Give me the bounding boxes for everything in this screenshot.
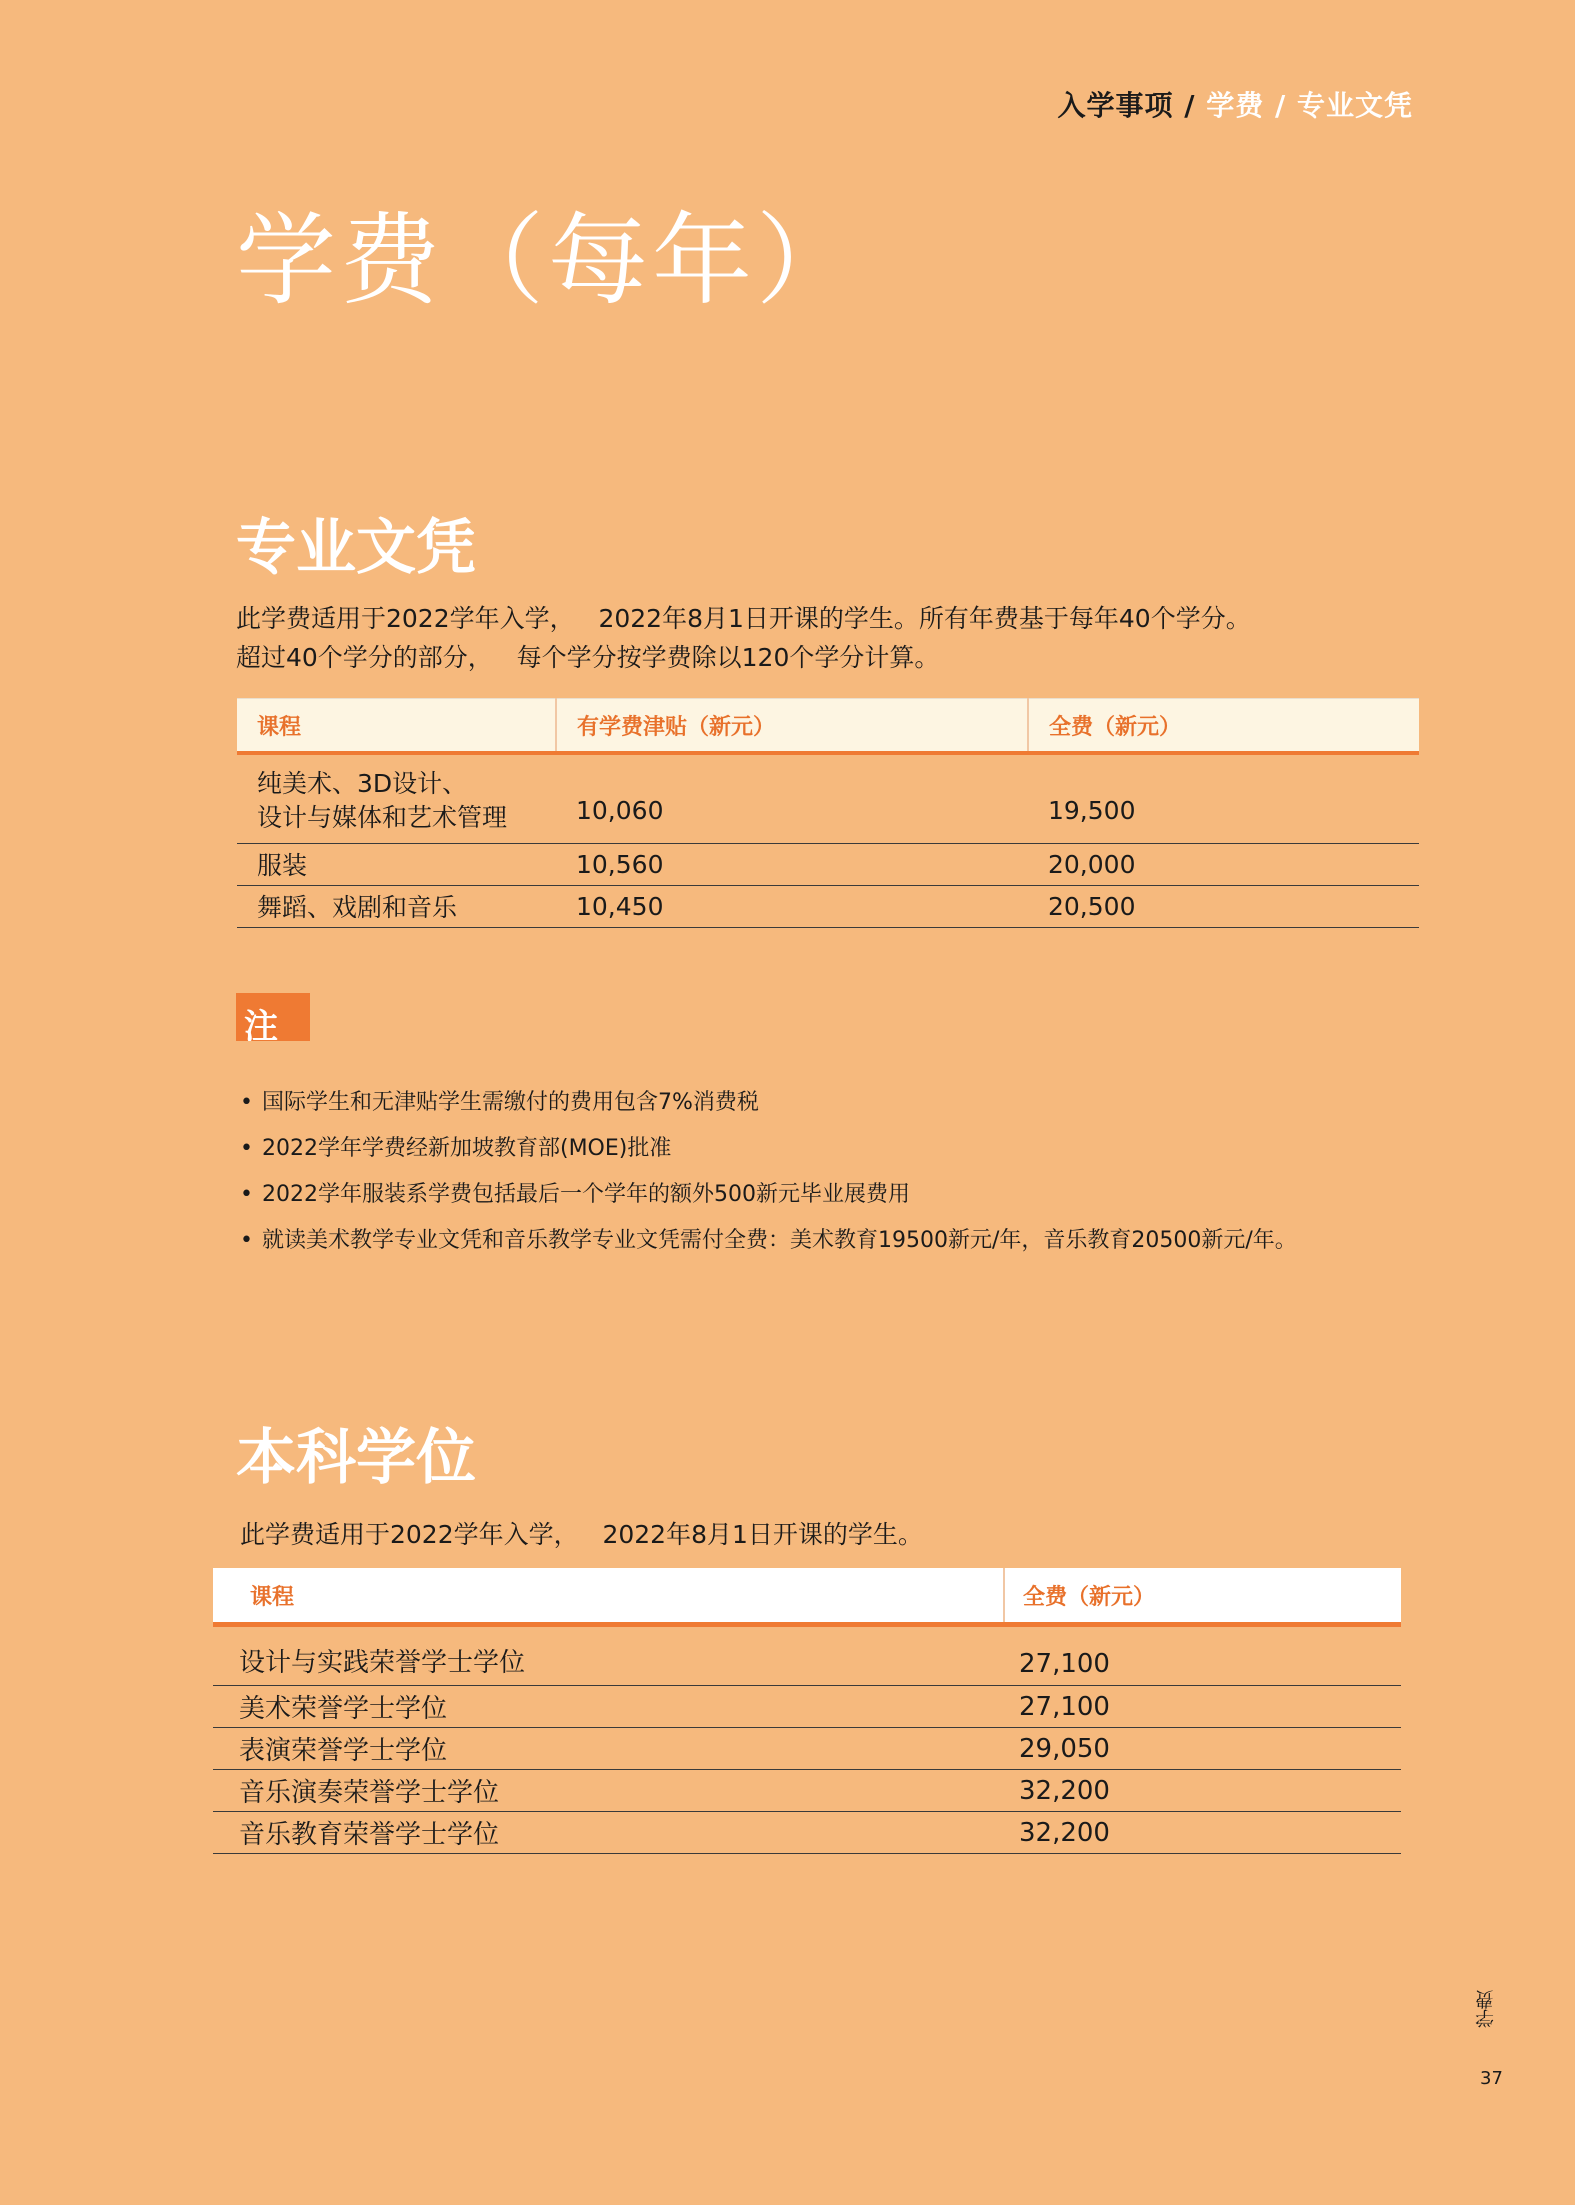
- column-header-course: 课程: [237, 699, 556, 754]
- note-item: [240, 1218, 1297, 1264]
- note-text: 2022学年学费经新加坡教育部(MOE)批准: [262, 1136, 672, 1161]
- table-row: [213, 1770, 1401, 1812]
- full-fee-cell: 20,500: [1028, 885, 1419, 927]
- table-row: [213, 1625, 1401, 1686]
- diploma-section-title: 专业文凭: [236, 513, 476, 583]
- note-text: 2022学年服装系学费包括最后一个学年的额外500新元毕业展费用: [262, 1182, 910, 1207]
- subsidised-fee-cell: 10,060: [556, 753, 1028, 843]
- side-section-label: 学费: [1475, 1990, 1497, 2028]
- course-cell: 设计与实践荣誉学士学位: [213, 1625, 1004, 1686]
- breadcrumb: [1058, 84, 1413, 124]
- breadcrumb-current: 学费 / 专业文凭: [1206, 89, 1413, 122]
- page-title: 学费（每年）: [236, 202, 860, 319]
- table-row: [213, 1728, 1401, 1770]
- degree-intro: 此学费适用于2022学年入学， 2022年8月1日开课的学生。: [240, 1520, 923, 1549]
- full-fee-cell: 32,200: [1004, 1770, 1401, 1812]
- diploma-fee-table: [237, 698, 1419, 928]
- course-name-line-2: 设计与媒体和艺术管理: [257, 802, 508, 832]
- degree-section-title: 本科学位: [236, 1423, 476, 1493]
- note-text: 就读美术教学专业文凭和音乐教学专业文凭需付全费：美术教育19500新元/年，音乐教育20500新元/年。: [262, 1228, 1297, 1253]
- column-header-full-fee: 全费（新元）: [1004, 1568, 1401, 1625]
- breadcrumb-section: 入学事项 /: [1057, 89, 1207, 122]
- course-cell: 表演荣誉学士学位: [213, 1728, 1004, 1770]
- full-fee-cell: 27,100: [1004, 1686, 1401, 1728]
- bullet-icon: •: [240, 1228, 253, 1253]
- page-number: 37: [1480, 2068, 1503, 2089]
- course-cell: 美术荣誉学士学位: [213, 1686, 1004, 1728]
- notes-list: [240, 1080, 1297, 1264]
- column-header-full-fee: 全费（新元）: [1028, 699, 1419, 754]
- diploma-intro-line-1: 此学费适用于2022学年入学， 2022年8月1日开课的学生。所有年费基于每年40个学分。: [236, 604, 1251, 633]
- note-item: [240, 1126, 1297, 1172]
- note-item: [240, 1172, 1297, 1218]
- full-fee-cell: 29,050: [1004, 1728, 1401, 1770]
- table-header-row: [237, 699, 1419, 754]
- full-fee-cell: 27,100: [1004, 1625, 1401, 1686]
- table-row: [213, 1812, 1401, 1854]
- table-row: [237, 885, 1419, 927]
- column-header-course: 课程: [213, 1568, 1004, 1625]
- full-fee-cell: 32,200: [1004, 1812, 1401, 1854]
- bullet-icon: •: [240, 1136, 253, 1161]
- course-cell: 舞蹈、戏剧和音乐: [237, 885, 556, 927]
- full-fee-cell: 19,500: [1028, 753, 1419, 843]
- bullet-icon: •: [240, 1182, 253, 1207]
- column-header-subsidised: 有学费津贴（新元）: [556, 699, 1028, 754]
- course-cell: 音乐演奏荣誉学士学位: [213, 1770, 1004, 1812]
- bullet-icon: •: [240, 1090, 253, 1115]
- course-cell: [237, 753, 556, 843]
- subsidised-fee-cell: 10,560: [556, 843, 1028, 885]
- table-row: [213, 1686, 1401, 1728]
- subsidised-fee-cell: 10,450: [556, 885, 1028, 927]
- table-row: [237, 843, 1419, 885]
- table-header-row: [213, 1568, 1401, 1625]
- diploma-intro-line-2: 超过40个学分的部分， 每个学分按学费除以120个学分计算。: [236, 643, 940, 672]
- note-text: 国际学生和无津贴学生需缴付的费用包含7%消费税: [262, 1090, 759, 1115]
- degree-fee-table: [213, 1568, 1401, 1854]
- course-cell: 服装: [237, 843, 556, 885]
- course-name-line-1: 纯美术、3D设计、: [257, 768, 468, 798]
- note-item: [240, 1080, 1297, 1126]
- table-row: [237, 753, 1419, 843]
- course-cell: 音乐教育荣誉学士学位: [213, 1812, 1004, 1854]
- full-fee-cell: 20,000: [1028, 843, 1419, 885]
- note-badge: 注: [236, 993, 310, 1041]
